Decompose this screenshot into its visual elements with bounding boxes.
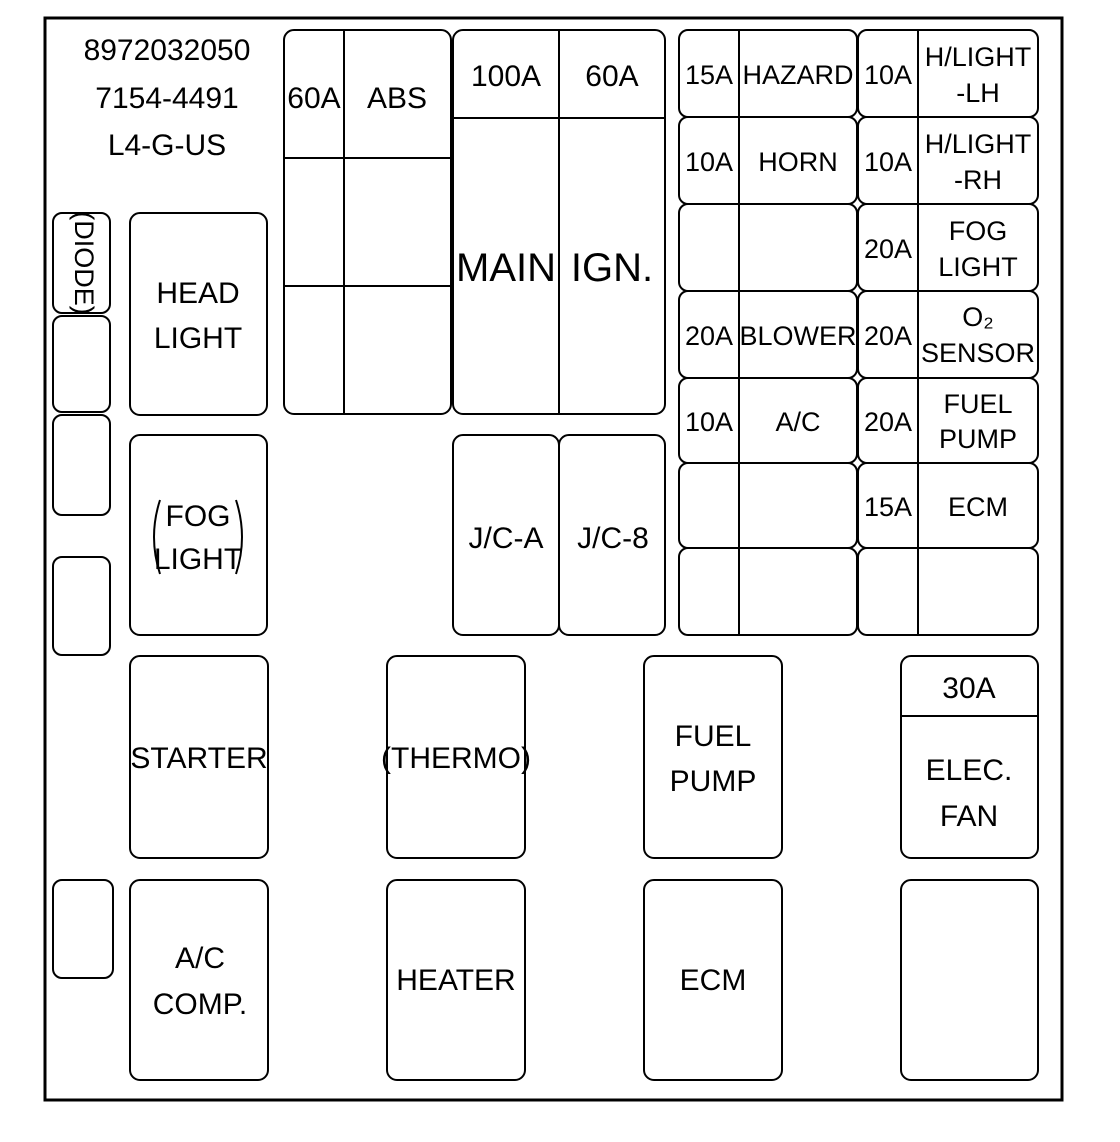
jc-b-label: J/C-8: [577, 522, 649, 555]
fuse-o2-sensor-label-2: SENSOR: [920, 338, 1036, 368]
fuse-o2-sensor-amp: 20A: [863, 321, 913, 351]
fuel-pump-relay-label-1: FUEL: [674, 720, 752, 753]
fuse-o2-sensor-label-1: O₂: [962, 302, 994, 332]
main-label: MAIN: [456, 246, 556, 290]
main-amp: 100A: [470, 60, 542, 93]
fuse-ecm-label: ECM: [948, 492, 1008, 522]
fuse-hlight-lh-label-2: -LH: [956, 78, 1000, 108]
fuse-hazard-amp: 15A: [684, 60, 734, 90]
fuse-ac-amp: 10A: [684, 407, 734, 437]
elec-fan-label-1: ELEC.: [925, 754, 1013, 787]
abs-label: ABS: [366, 82, 428, 115]
fuse-hlight-lh-label-1: H/LIGHT: [924, 42, 1032, 72]
elec-fan-label-2: FAN: [939, 800, 999, 833]
fuse-hlight-lh-amp: 10A: [863, 60, 913, 90]
fuse-blower-label: BLOWER: [739, 321, 857, 351]
abs-amp: 60A: [287, 82, 341, 115]
fuse-hazard-label: HAZARD: [742, 60, 854, 90]
ac-comp-label-1: A/C: [174, 942, 226, 975]
fog-light-relay: [130, 435, 267, 635]
fog-light-label-1: FOG: [165, 500, 231, 533]
fuel-pump-relay: [644, 656, 782, 858]
spare-slot-1: [53, 316, 110, 412]
thermo-label: (THERMO): [381, 742, 531, 775]
head-light-relay: [130, 213, 267, 415]
fuse-fuel-pump-label-1: FUEL: [943, 389, 1013, 419]
fog-light-label-2: LIGHT: [153, 543, 243, 576]
fuse-hlight-rh-label-1: H/LIGHT: [924, 129, 1032, 159]
fuse-fog-light-label-1: FOG: [948, 216, 1008, 246]
ign-label: IGN.: [570, 246, 654, 290]
ign-amp: 60A: [585, 60, 639, 93]
fuse-blower-amp: 20A: [684, 321, 734, 351]
fuse-ac-label: A/C: [775, 407, 821, 437]
head-light-label-1: HEAD: [156, 277, 240, 310]
fuse-fuel-pump-amp: 20A: [863, 407, 913, 437]
spare-slot-2: [53, 415, 110, 515]
jc-a-label: J/C-A: [468, 522, 544, 555]
secondary-number: 7154-4491: [95, 82, 239, 115]
fuse-hlight-rh-amp: 10A: [863, 147, 913, 177]
head-light-label-2: LIGHT: [153, 322, 243, 355]
fuse-horn-amp: 10A: [684, 147, 734, 177]
ac-comp-label-2: COMP.: [152, 988, 248, 1021]
diode-label: (DIODE): [68, 211, 99, 315]
fuse-ecm-amp: 15A: [863, 492, 913, 522]
model-code: L4-G-US: [107, 129, 227, 162]
fuse-fog-light-label-2: LIGHT: [938, 252, 1018, 282]
fuse-hlight-rh-label-2: -RH: [954, 165, 1002, 195]
fuse-fog-light-amp: 20A: [863, 234, 913, 264]
part-number: 8972032050: [83, 34, 251, 67]
fuel-pump-relay-label-2: PUMP: [669, 765, 757, 798]
spare-slot-4: [53, 880, 113, 978]
spare-slot-3: [53, 557, 110, 655]
ac-comp-relay: [130, 880, 268, 1080]
fuse-horn-label: HORN: [758, 147, 838, 177]
elec-fan-amp: 30A: [942, 672, 996, 705]
starter-label: STARTER: [130, 742, 268, 775]
spare-relay-slot: [901, 880, 1038, 1080]
ecm-relay-label: ECM: [679, 964, 747, 997]
fuse-fuel-pump-label-2: PUMP: [938, 424, 1018, 454]
heater-label: HEATER: [396, 964, 516, 997]
